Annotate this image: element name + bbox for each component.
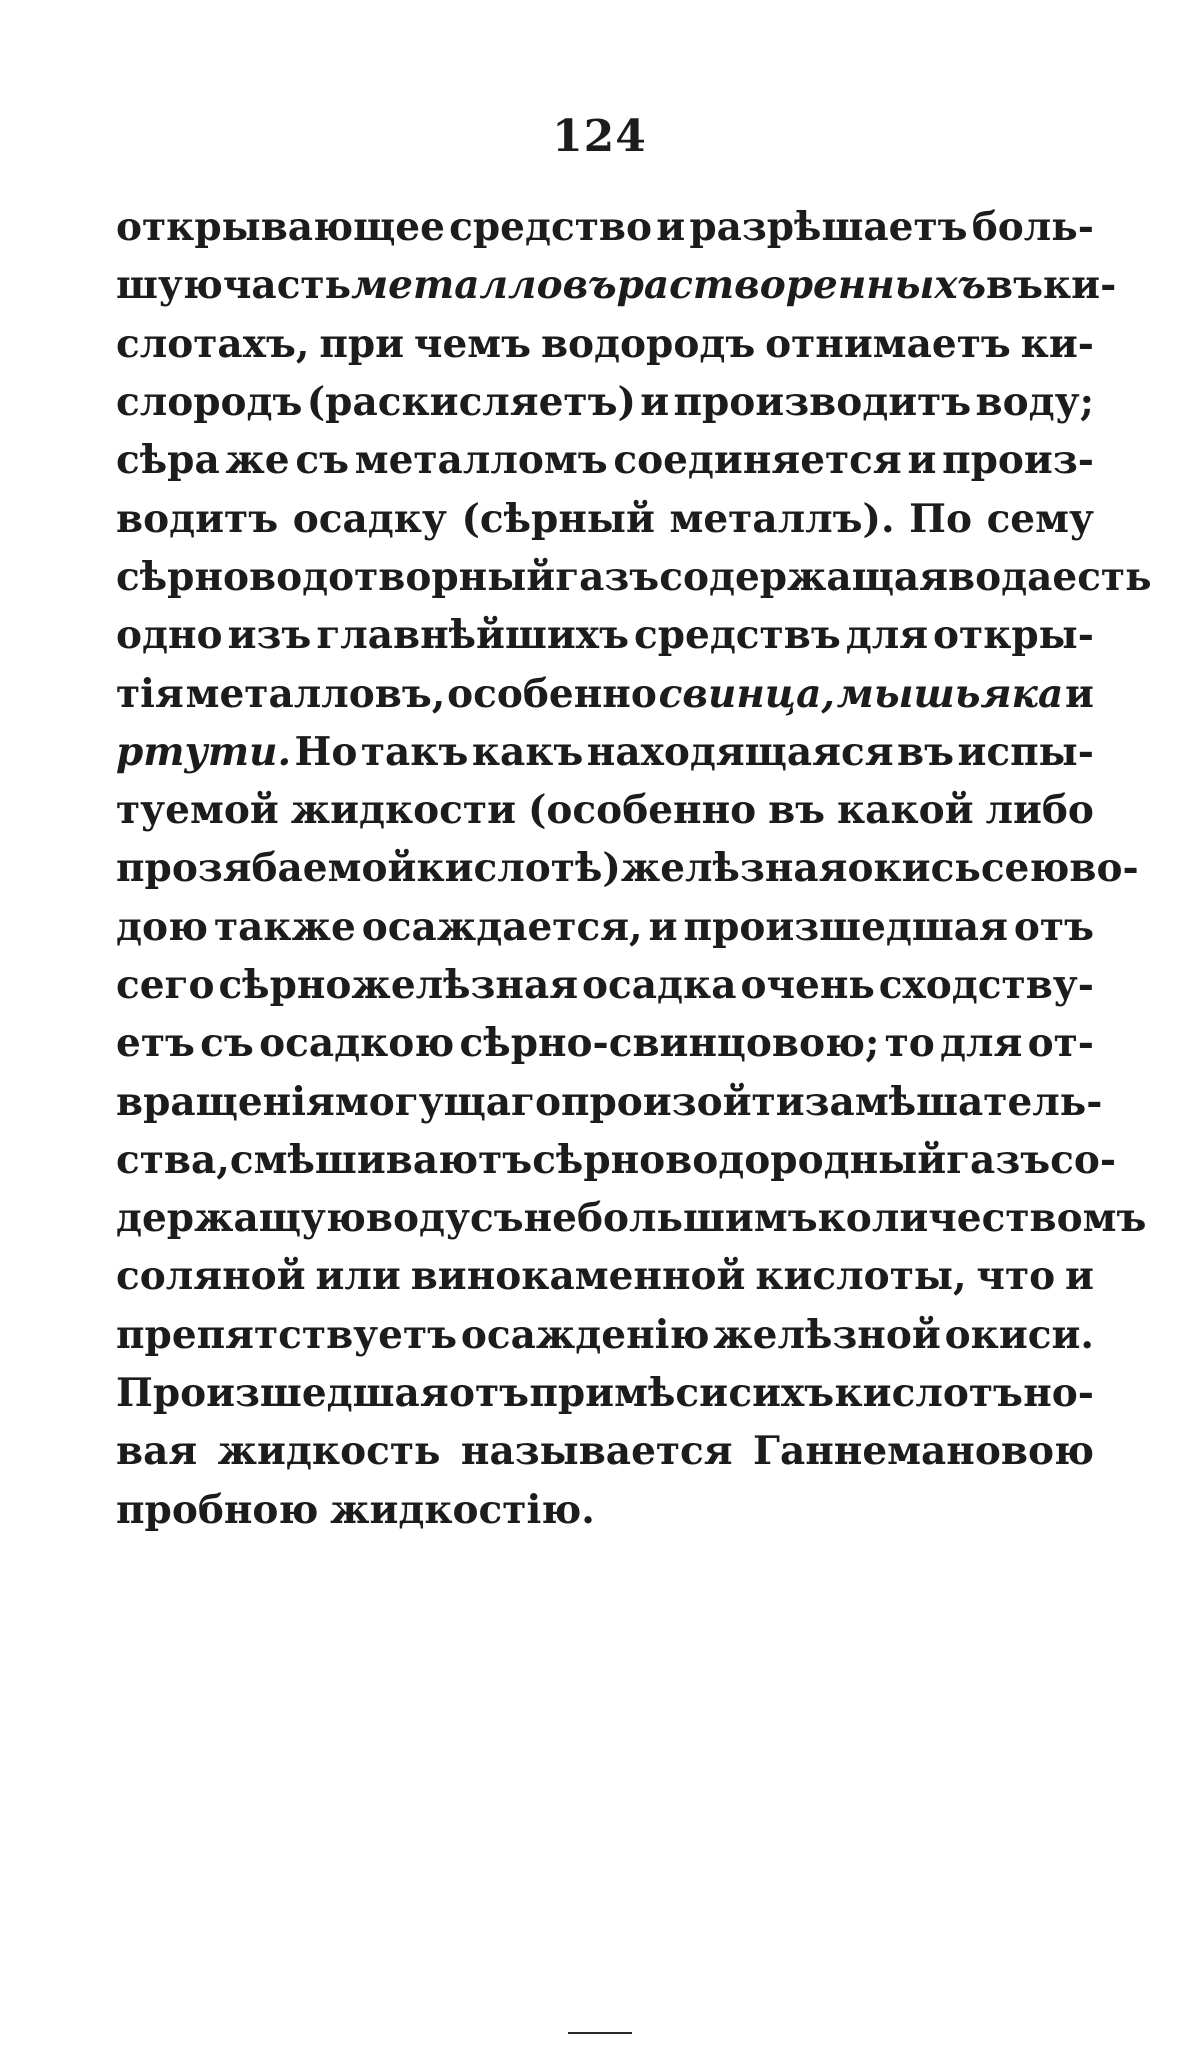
text-line (116, 1131, 1117, 1189)
word: шую (116, 262, 223, 309)
word: осадку (292, 495, 447, 542)
word: отъ (1013, 903, 1094, 950)
word: пробною (116, 1486, 319, 1533)
word: называется (460, 1428, 733, 1475)
word: съ (295, 437, 349, 484)
word: По (909, 495, 972, 542)
emphasized-word: растворенныхъ (616, 262, 986, 309)
word: сею (980, 845, 1070, 892)
text-line (116, 373, 1094, 431)
word: воду; (975, 379, 1094, 426)
word: какъ (471, 728, 584, 775)
text-line (116, 606, 1094, 664)
word: замѣшатель- (804, 1078, 1103, 1125)
text-line (116, 664, 1094, 722)
word: туемой (116, 787, 279, 834)
word: очень (740, 962, 875, 1008)
word: въ (986, 262, 1044, 309)
emphasized-word: мышьяка (836, 670, 1064, 717)
word: ки- (1020, 320, 1094, 367)
text-line (116, 1481, 1094, 1539)
word: откры- (933, 612, 1094, 659)
word: въ (768, 787, 826, 834)
word: Произшедшая (116, 1370, 449, 1417)
text-line (116, 1189, 1147, 1247)
word: часть (222, 262, 352, 309)
word: соединяется (613, 437, 902, 484)
end-rule (568, 2032, 632, 2034)
word: изъ (227, 612, 312, 659)
word: что (976, 1253, 1056, 1300)
word: сходству- (878, 962, 1094, 1008)
word: могущаго (334, 1078, 561, 1125)
word: водитъ (116, 495, 279, 542)
word: отъ (448, 1370, 530, 1417)
word: кислоты, (755, 1253, 967, 1300)
word: съ (469, 1195, 524, 1242)
word: и (1065, 670, 1094, 717)
text-line (116, 548, 1152, 606)
word: то (884, 1020, 935, 1067)
word: средствъ (633, 612, 841, 659)
text-line (116, 1072, 1103, 1130)
word: желѣзной (713, 1311, 941, 1358)
word: ки- (1043, 262, 1117, 309)
word: при (319, 320, 405, 367)
word: находящаяся (586, 728, 894, 775)
word: во- (1069, 845, 1139, 892)
word: въ (896, 728, 954, 775)
emphasized-word: свинца, (658, 670, 835, 717)
word: сему (986, 495, 1094, 542)
word: содержащая (659, 553, 948, 600)
word: и (648, 903, 678, 950)
word: Но (294, 728, 358, 775)
word: для (940, 1020, 1023, 1067)
word: Ганнемановою (753, 1428, 1094, 1475)
word: осажденію (460, 1311, 710, 1358)
word: (особенно (527, 787, 757, 834)
word: либо (985, 787, 1094, 834)
word: осаждается, (361, 903, 643, 950)
text-line (116, 1247, 1094, 1305)
body-text (116, 198, 1152, 1539)
text-line (116, 198, 1094, 256)
word: особенно (447, 670, 657, 717)
word: главнѣйшихъ (316, 612, 629, 659)
word: газъ (555, 553, 660, 600)
word: кислотѣ) (416, 845, 621, 892)
word: вращенія (116, 1078, 335, 1125)
emphasized-word: ртути. (116, 728, 292, 775)
emphasized-word: металловъ (351, 262, 617, 309)
word: и (656, 204, 686, 251)
text-line (116, 489, 1094, 547)
word: для (845, 612, 929, 659)
word: сѣрноводотворный (116, 553, 556, 600)
word: средство (449, 204, 652, 251)
word: какой (837, 787, 974, 834)
word: сего (116, 962, 215, 1008)
word: ства, (116, 1136, 230, 1183)
text-line (116, 839, 1139, 897)
text-line (116, 956, 1094, 1014)
word: дою (116, 903, 208, 950)
word: етъ (116, 1020, 195, 1067)
word: небольшимъ (523, 1195, 818, 1242)
word: желѣзная (620, 845, 848, 892)
word: производитъ (673, 379, 972, 426)
word: газъ (946, 1136, 1051, 1183)
word: вода (948, 553, 1053, 600)
word: слотахъ, (116, 320, 310, 367)
word: слородъ (116, 379, 303, 426)
word: количествомъ (817, 1195, 1147, 1242)
word: и (640, 379, 670, 426)
word: вая (116, 1428, 198, 1475)
word: смѣшиваютъ (229, 1136, 533, 1183)
word: препятствуетъ (116, 1311, 458, 1358)
word: произ- (942, 437, 1094, 484)
word: примѣси (529, 1370, 729, 1417)
word: соляной (116, 1253, 306, 1300)
word: и (907, 437, 937, 484)
word: чемъ (413, 320, 532, 367)
text-line (116, 256, 1117, 314)
word: осадкою (259, 1020, 455, 1067)
word: сѣра (116, 437, 220, 484)
word: открывающее (116, 204, 445, 251)
text-line (116, 1364, 1094, 1422)
word: и (1065, 1253, 1094, 1300)
word: (сѣрный (461, 495, 655, 542)
word: одно (116, 612, 223, 659)
word: окись (847, 845, 981, 892)
word: есть (1052, 553, 1152, 600)
word: произойти (560, 1078, 805, 1125)
word: жидкости (290, 787, 517, 834)
word: осадка (582, 962, 737, 1008)
word: сѣрножелѣзная (218, 962, 579, 1008)
word: со- (1050, 1136, 1117, 1183)
text-line (116, 898, 1094, 956)
page-number: 124 (552, 111, 647, 162)
word: но- (1023, 1370, 1094, 1417)
word: металлъ). (669, 495, 895, 542)
word: произшедшая (683, 903, 1008, 950)
word: тія (116, 670, 184, 717)
text-line (116, 1306, 1094, 1364)
word: воду (365, 1195, 470, 1242)
text-line (116, 1014, 1094, 1072)
word: разрѣшаетъ (689, 204, 968, 251)
text-line (116, 1422, 1094, 1480)
word: окиси. (944, 1311, 1094, 1358)
text-line (116, 431, 1094, 489)
word: сѣрно-свинцовою; (459, 1020, 880, 1067)
word: металломъ (354, 437, 608, 484)
word: жидкость (217, 1428, 441, 1475)
word: держащую (116, 1195, 366, 1242)
word: сѣрноводородный (532, 1136, 947, 1183)
word: же (225, 437, 290, 484)
word: такъ (360, 728, 469, 775)
text-line (116, 781, 1094, 839)
word: отнимаетъ (765, 320, 1011, 367)
text-line (116, 315, 1094, 373)
word: съ (200, 1020, 254, 1067)
word: кислотъ (834, 1370, 1023, 1417)
word: испы- (957, 728, 1094, 775)
word: также (214, 903, 356, 950)
text-line (116, 723, 1094, 781)
word: боль- (971, 204, 1094, 251)
word: жидкостію. (330, 1486, 595, 1533)
word: металловъ, (185, 670, 446, 717)
word: винокаменной (410, 1253, 746, 1300)
word: (раскисляетъ) (306, 379, 636, 426)
word: сихъ (728, 1370, 835, 1417)
word: водородъ (540, 320, 756, 367)
word: от- (1027, 1020, 1094, 1067)
word: прозябаемой (116, 845, 417, 892)
word: или (315, 1253, 401, 1300)
